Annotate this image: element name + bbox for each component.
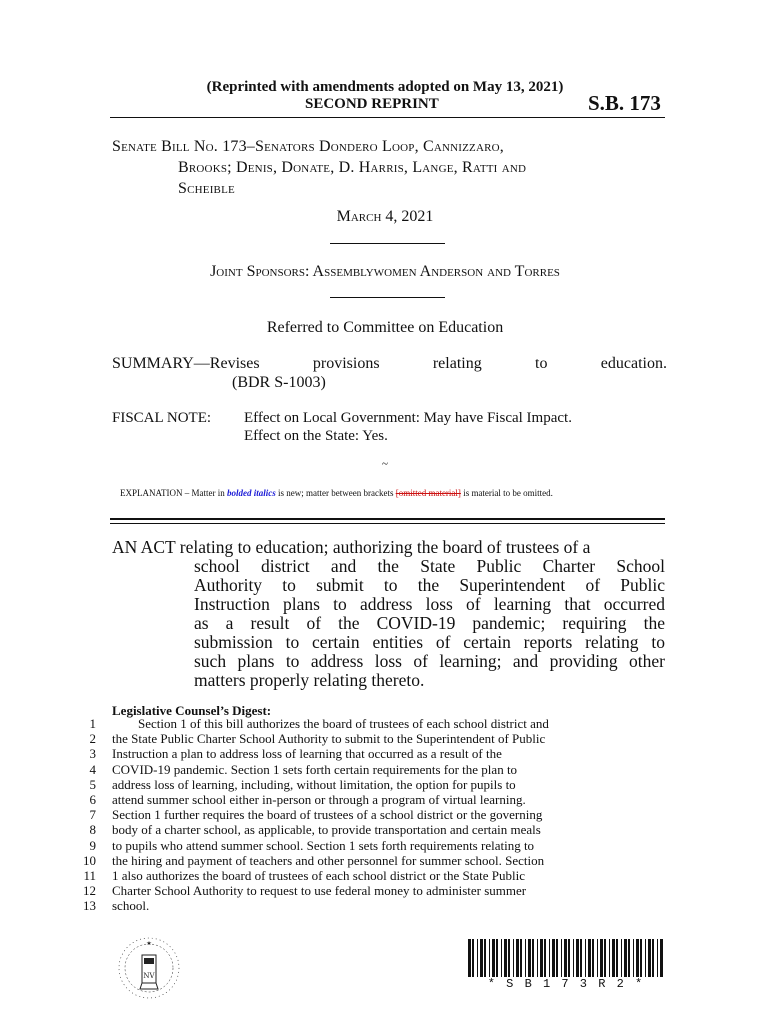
act-line: as a result of the COVID-19 pandemic; requiring the <box>194 613 665 633</box>
sponsors-line-1: Senate Bill No. 173–Senators Dondero Loop, Cannizzaro, <box>112 138 504 155</box>
summary-word: to <box>535 355 548 372</box>
digest-line: the State Public Charter School Authority to submit to the Superintendent of Public <box>112 731 546 747</box>
digest-body <box>112 716 662 914</box>
fiscal-note <box>112 409 572 445</box>
digest-line: address loss of learning, including, without limitation, the option for pupils to <box>112 776 516 792</box>
explanation-note <box>120 488 553 498</box>
barcode-bar <box>492 939 495 977</box>
barcode-bar <box>612 939 615 977</box>
barcode-bar <box>561 939 562 977</box>
barcode-bar <box>640 939 642 977</box>
reprint-notice: (Reprinted with amendments adopted on May 13, 2021) <box>206 79 564 95</box>
nevada-seal-icon <box>116 935 182 1001</box>
line-number: 12 <box>83 883 96 899</box>
barcode-bar <box>501 939 502 977</box>
act-line: matters properly relating thereto. <box>194 670 425 690</box>
barcode-bar <box>504 939 507 977</box>
line-number: 8 <box>89 822 96 838</box>
bdr-number: (BDR S-1003) <box>232 374 326 391</box>
summary-word: SUMMARY—Revises <box>112 355 260 372</box>
line-number: 9 <box>89 837 96 853</box>
barcode-bar <box>468 939 471 977</box>
barcode-bar <box>573 939 574 977</box>
barcode-bar <box>484 939 486 977</box>
tilde-separator: ~ <box>382 458 388 470</box>
barcode-bar <box>556 939 558 977</box>
digest-line: to pupils who attend summer school. Section 1 sets forth requirements relating to <box>112 837 535 853</box>
barcode-text: * S B 1 7 3 R 2 * <box>487 977 645 991</box>
summary-word: education. <box>600 355 667 372</box>
line-number: 2 <box>89 731 96 747</box>
barcode-bar <box>544 939 546 977</box>
bill-sponsors <box>112 136 667 199</box>
barcode-bar <box>477 939 478 977</box>
double-rule <box>110 518 665 524</box>
explanation-middle: is new; matter between brackets <box>275 488 396 498</box>
barcode-bar <box>537 939 538 977</box>
act-line: AN ACT relating to education; authorizing the board of trustees of a <box>112 537 591 557</box>
barcode-bar <box>585 939 586 977</box>
barcode-bar <box>489 939 490 977</box>
barcode-bar <box>588 939 591 977</box>
summary-word: relating <box>432 355 482 372</box>
line-number: 4 <box>89 761 96 777</box>
barcode-bar <box>597 939 598 977</box>
bill-date: March 4, 2021 <box>336 208 434 225</box>
barcode-bar <box>609 939 610 977</box>
line-number: 3 <box>89 746 96 762</box>
digest-line: Section 1 further requires the board of trustees of a school district or the governing <box>112 807 543 823</box>
digest-line: attend summer school either in-person or through a program of virtual learning. <box>112 792 526 808</box>
barcode-bar <box>496 939 498 977</box>
sponsors-line-3: Scheible <box>178 180 235 197</box>
explanation-bolded: bolded italics <box>227 488 276 498</box>
barcode-bar <box>516 939 519 977</box>
barcode-bar <box>532 939 534 977</box>
barcode-bar <box>645 939 646 977</box>
separator-dash <box>330 243 445 244</box>
barcode-bar <box>648 939 651 977</box>
act-line: such plans to address loss of learning; and providing other <box>194 651 665 671</box>
digest-line: the hiring and payment of teachers and other personnel for summer school. Section <box>112 852 545 868</box>
barcode-bar <box>592 939 594 977</box>
digest-line: body of a charter school, as applicable, to provide transportation and certain meals <box>112 822 541 838</box>
barcode-bar <box>621 939 622 977</box>
line-numbers <box>80 716 96 914</box>
barcode-bar <box>604 939 606 977</box>
line-number: 6 <box>89 792 96 808</box>
barcode-bar <box>576 939 579 977</box>
fiscal-local: Effect on Local Government: May have Fiscal Impact. <box>244 410 572 426</box>
explanation-suffix: is material to be omitted. <box>460 488 553 498</box>
explanation-omitted: [omitted material] <box>395 488 461 498</box>
barcode-bar <box>549 939 550 977</box>
barcode-bar <box>472 939 474 977</box>
line-number: 10 <box>83 852 96 868</box>
bill-number: S.B. 173 <box>588 91 661 115</box>
summary-line <box>112 355 667 373</box>
line-number: 1 <box>89 716 96 731</box>
digest-line: school. <box>112 898 150 914</box>
act-line: Instruction plans to address loss of learning that occurred <box>194 594 665 614</box>
barcode-bar <box>652 939 654 977</box>
act-line: submission to certain entities of certain reports relating to <box>194 632 665 652</box>
barcode-bar <box>616 939 618 977</box>
digest-line: 1 also authorizes the board of trustees of each school district or the State Public <box>112 868 525 884</box>
explanation-prefix: EXPLANATION – Matter in <box>120 488 227 498</box>
barcode-bar <box>508 939 510 977</box>
barcode-bar <box>513 939 514 977</box>
line-number: 11 <box>83 868 96 884</box>
digest-line: Charter School Authority to request to use federal money to administer summer <box>112 883 527 899</box>
barcode-bar <box>660 939 663 977</box>
second-reprint-label: SECOND REPRINT <box>305 96 439 112</box>
barcode-bar <box>520 939 522 977</box>
summary-word: provisions <box>312 355 380 372</box>
joint-sponsors: Joint Sponsors: Assemblywomen Anderson and Torres <box>210 263 560 280</box>
header-rule <box>110 117 665 118</box>
svg-text:NV: NV <box>143 972 155 980</box>
sponsors-line-2: Brooks; Denis, Donate, D. Harris, Lange, Ratti and <box>178 159 527 176</box>
line-number: 5 <box>89 776 96 792</box>
separator-dash <box>330 297 445 298</box>
fiscal-note-label: FISCAL NOTE: <box>112 410 212 426</box>
digest-line: COVID-19 pandemic. Section 1 sets forth certain requirements for the plan to <box>112 761 518 777</box>
barcode-bar <box>568 939 570 977</box>
barcode-bar <box>600 939 603 977</box>
committee-referral: Referred to Committee on Education <box>266 319 504 336</box>
barcode-bar <box>540 939 543 977</box>
barcode-bar <box>480 939 483 977</box>
barcode-bar <box>633 939 634 977</box>
barcode-icon <box>468 939 664 977</box>
act-line: school district and the State Public Charter School <box>194 556 665 576</box>
digest-line: Section 1 of this bill authorizes the board of trustees of each school district and <box>138 716 549 731</box>
digest-title: Legislative Counsel’s Digest: <box>112 703 272 718</box>
barcode-bar <box>624 939 627 977</box>
act-title <box>112 538 665 690</box>
barcode-bar <box>636 939 639 977</box>
barcode-bar <box>580 939 582 977</box>
line-number: 7 <box>89 807 96 823</box>
fiscal-state: Effect on the State: Yes. <box>244 428 388 444</box>
barcode-bar <box>628 939 630 977</box>
barcode-bar <box>528 939 531 977</box>
act-line: Authority to submit to the Superintendent of Public <box>194 575 665 595</box>
barcode-bar <box>564 939 567 977</box>
barcode-bar <box>525 939 526 977</box>
barcode-bar <box>552 939 555 977</box>
line-number: 13 <box>83 898 96 914</box>
digest-line: Instruction a plan to address loss of learning that occurred as a result of the <box>112 746 502 762</box>
barcode-bar <box>657 939 658 977</box>
